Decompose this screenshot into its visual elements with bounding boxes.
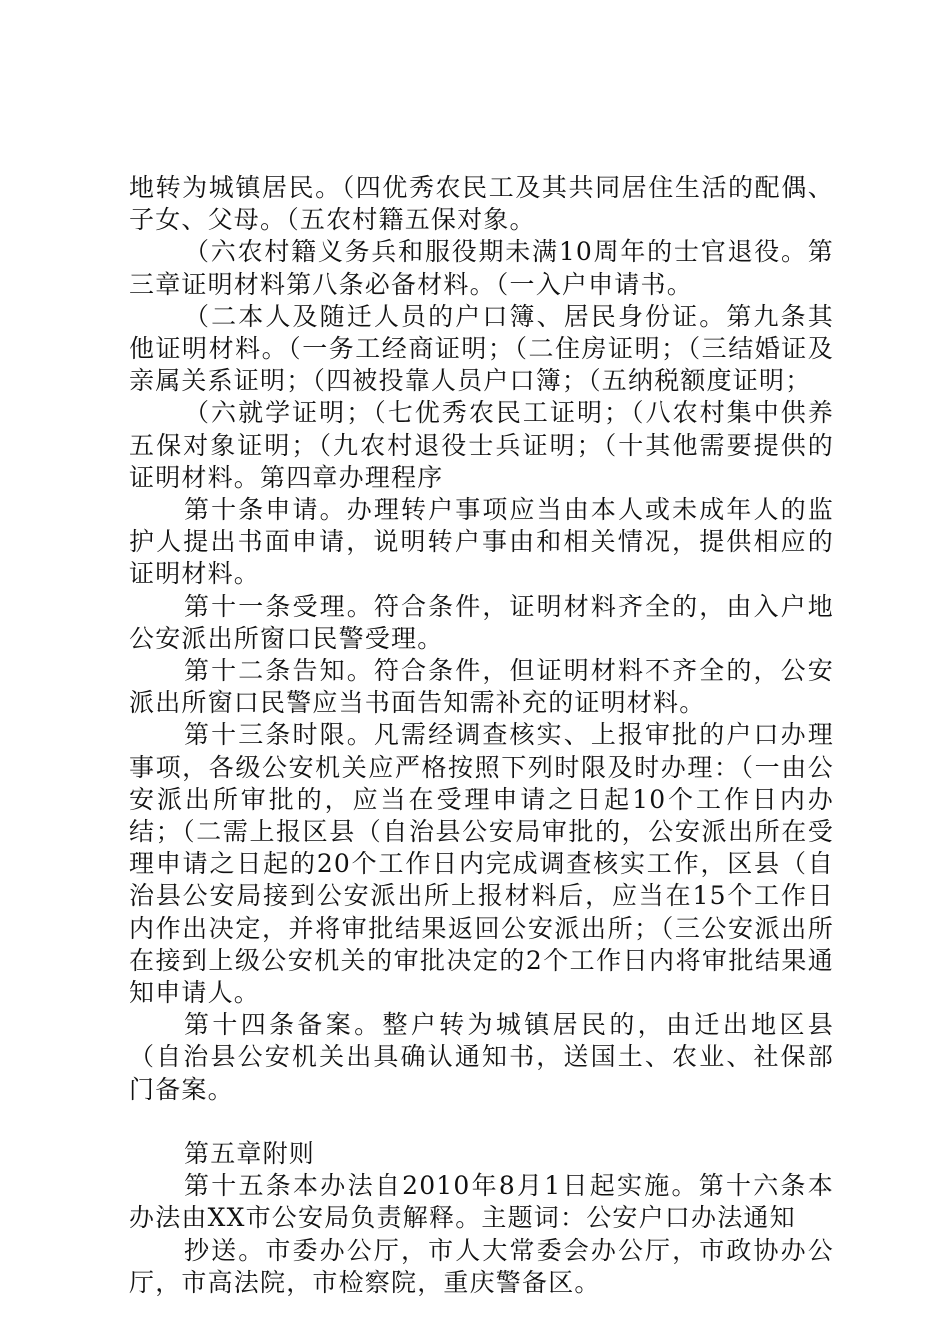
paragraph-4: （六就学证明；（七优秀农民工证明；（八农村集中供养五保对象证明；（九农村退役士兵证明；（十其他需要提供的证明材料。第四章办理程序	[129, 398, 834, 492]
paragraph-spacer	[129, 1106, 834, 1138]
paragraph-3: （二本人及随迁人员的户口簿、居民身份证。第九条其他证明材料。（一务工经商证明；（二住房证明；（三结婚证及亲属关系证明；（四被投靠人员户口簿；（五纳税额度证明；	[129, 301, 834, 396]
paragraph-5: 第十条申请。办理转户事项应当由本人或未成年人的监护人提出书面申请，说明转户事由和相关情况，提供相应的证明材料。	[129, 495, 834, 589]
paragraph-2: （六农村籍义务兵和服役期未满10周年的士官退役。第三章证明材料第八条必备材料。（一入户申请书。	[129, 237, 834, 299]
paragraph-1: 地转为城镇居民。（四优秀农民工及其共同居住生活的配偶、子女、父母。（五农村籍五保对象。	[129, 173, 834, 235]
document-body	[129, 172, 834, 1299]
paragraph-6: 第十一条受理。符合条件，证明材料齐全的，由入户地公安派出所窗口民警受理。	[129, 591, 834, 653]
chapter-heading: 第五章附则	[184, 1138, 316, 1168]
paragraph-9: 第十四条备案。整户转为城镇居民的，由迁出地区县（自治县公安机关出具确认通知书，送国土、农业、社保部门备案。	[129, 1010, 834, 1104]
paragraph-11: 第十五条本办法自2010年8月1日起实施。第十六条本办法由XX市公安局负责解释。主题词：公安户口办法通知	[129, 1171, 834, 1233]
paragraph-12: 抄送。市委办公厅，市人大常委会办公厅，市政协办公厅，市高法院，市检察院，重庆警备区。	[129, 1235, 834, 1297]
paragraph-8: 第十三条时限。凡需经调查核实、上报审批的户口办理事项，各级公安机关应严格按照下列时限及时办理：（一由公安派出所审批的，应当在受理申请之日起10个工作日内办结；（二需上报区县（自治县公安局审批的，公安派出所在受理申请之日起的20个工作日内完成调查核实工作，区县（自治县公安局接到公安派出所上报材料后，应当在15个工作日内作出决定，并将审批结果返回公安派出所；（三公安派出所在接到上级公安机关的审批决定的2个工作日内将审批结果通知申请人。	[129, 720, 834, 1008]
paragraph-7: 第十二条告知。符合条件，但证明材料不齐全的，公安派出所窗口民警应当书面告知需补充的证明材料。	[129, 656, 834, 718]
